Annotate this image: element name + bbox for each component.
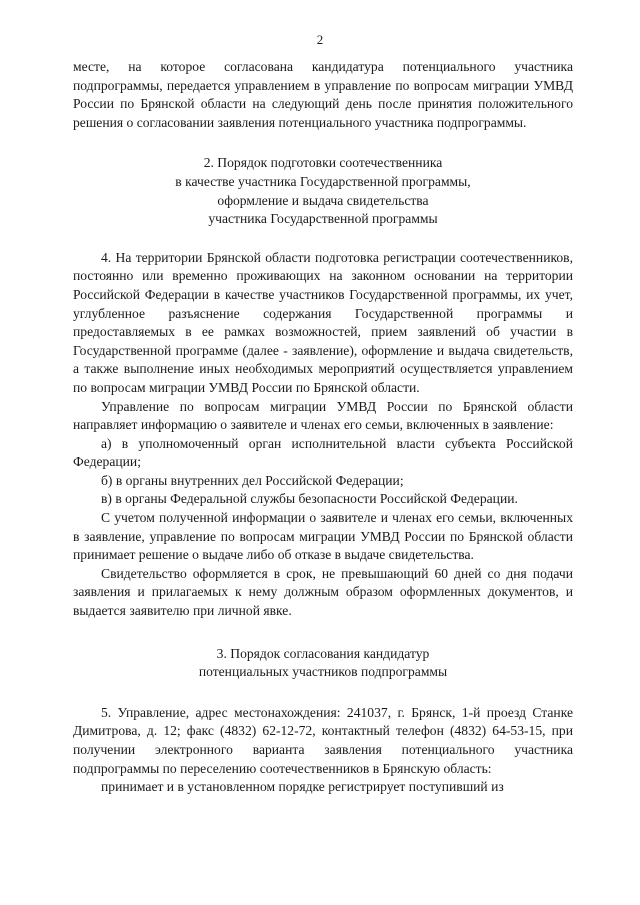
section-2-heading <box>73 154 573 228</box>
section-3-heading-line: 3. Порядок согласования кандидатур <box>216 645 430 661</box>
intro-paragraph: месте, на которое согласована кандидатура потенциального участника подпрограммы, передается управлением в управление по вопросам миграции УМВД России по Брянской области на следующий день после принятия положительного решения о согласовании заявления потенциального участника подпрограммы. <box>73 59 573 130</box>
paragraph-registration: принимает и в установленном порядке регистрирует поступивший из <box>101 779 504 795</box>
paragraph-decision: С учетом полученной информации о заявителе и членах его семьи, включенных в заявление, управление по вопросам миграции УМВД России по Брянской области принимает решение о выдаче либо об отказе в выдаче свидетельства. <box>73 510 573 563</box>
section-2-heading-line: участника Государственной программы <box>208 211 438 227</box>
paragraph-4: 4. На территории Брянской области подготовка регистрации соотечественников, постоянно или временно проживающих на законном основании на территории Российской Федерации в качестве участников Государственной программы, их учет, углубленное разъяснение содержания Государственной программы и предоставляемых в ее рамках возможностей, прием заявлений об участии в Государственной программе (далее - заявление), оформление и выдача свидетельств, а также выполнение иных необходимых мероприятий осуществляется управлением по вопросам миграции УМВД России по Брянской области. <box>73 249 573 395</box>
paragraph-5: 5. Управление, адрес местонахождения: 241037, г. Брянск, 1-й проезд Станке Димитрова, д. 12; факс (4832) 62-12-72, контактный телефон (4832) 64-53-15, при получении электронного варианта заявления потенциального участника подпрограммы по переселению соотечественников в Брянскую область: <box>73 704 573 776</box>
section-2-heading-line: в качестве участника Государственной программы, <box>175 173 471 189</box>
section-3-heading <box>73 645 573 682</box>
document-body <box>73 58 573 797</box>
paragraph-certificate-term: Свидетельство оформляется в срок, не превышающий 60 дней со дня подачи заявления и прилагаемых к нему должным образом оформленных документов, и выдается заявителю при личной явке. <box>73 565 573 619</box>
list-item-v: в) в органы Федеральной службы безопасности Российской Федерации. <box>101 491 518 507</box>
page-number: 2 <box>316 32 324 47</box>
section-3-heading-line: потенциальных участников подпрограммы <box>198 664 448 680</box>
section-2-heading-line: 2. Порядок подготовки соотечественника <box>203 155 443 171</box>
paragraph-info-recipients: Управление по вопросам миграции УМВД России по Брянской области направляет информацию о заявителе и членах его семьи, включенных в заявление: <box>73 398 573 433</box>
section-2-heading-line: оформление и выдача свидетельства <box>217 192 429 208</box>
list-item-b: б) в органы внутренних дел Российской Федерации; <box>101 472 404 488</box>
list-item-a: а) в уполномоченный орган исполнительной власти субъекта Российской Федерации; <box>73 435 573 470</box>
